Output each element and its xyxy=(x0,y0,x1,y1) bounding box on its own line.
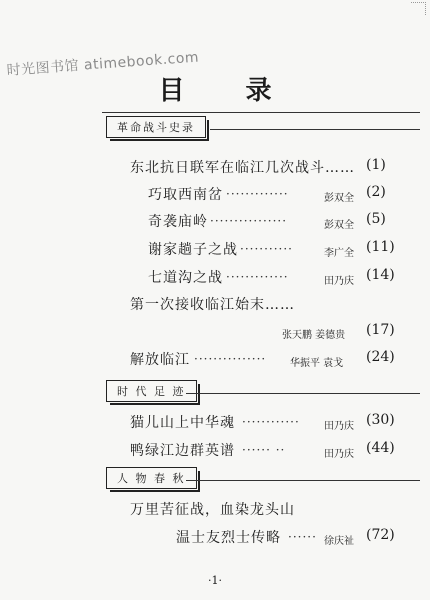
section-label-era: 时 代 足 迹 xyxy=(106,380,197,402)
title-rule xyxy=(102,112,420,113)
toc-entry-author: 彭双全 xyxy=(324,220,354,231)
toc-entry-page: (11) xyxy=(366,239,395,255)
page-title: 目 录 xyxy=(158,76,298,106)
toc-entry-author: 田乃庆 xyxy=(324,421,354,432)
toc-leader-dots: ··········· xyxy=(240,242,293,256)
section-divider xyxy=(210,129,420,130)
toc-entry-page: (14) xyxy=(366,267,395,283)
toc-entry-author: 彭双全 xyxy=(324,193,354,204)
toc-entry-page: (1) xyxy=(366,157,386,173)
toc-entry-title[interactable]: 第一次接收临江始末…… xyxy=(130,297,295,313)
toc-leader-dots: ············· xyxy=(226,187,289,201)
toc-entry-author: 田乃庆 xyxy=(324,449,354,460)
toc-entry-title[interactable]: 七道沟之战 xyxy=(148,270,223,286)
section-divider xyxy=(186,480,420,481)
toc-entry-page: (24) xyxy=(366,349,395,365)
section-label-figures: 人 物 春 秋 xyxy=(106,467,197,489)
toc-leader-dots: ······ xyxy=(288,530,317,544)
toc-entry-title[interactable]: 巧取西南岔 xyxy=(148,187,223,203)
toc-entry-page: (44) xyxy=(366,440,395,456)
toc-entry-title[interactable]: 万里苦征战，血染龙头山 xyxy=(130,502,295,518)
toc-entry-page: (17) xyxy=(366,322,395,338)
toc-entry-author: 李广全 xyxy=(324,248,354,259)
toc-entry-title[interactable]: 谢家趟子之战 xyxy=(148,242,238,258)
toc-entry-title[interactable]: 温士友烈士传略 xyxy=(176,530,281,546)
toc-entry-title[interactable]: 鸭绿江边群英谱 xyxy=(130,443,235,459)
page-corner-mark xyxy=(411,2,426,15)
toc-entry-author: 华振平 袁戈 xyxy=(290,358,344,369)
toc-entry-page: (30) xyxy=(366,412,395,428)
toc-entry-author: 徐庆祉 xyxy=(324,536,354,547)
section-label-revolution: 革命战斗史录 xyxy=(106,116,206,138)
toc-entry-author: 张天鹏 姜德贵 xyxy=(282,330,346,341)
toc-entry-title[interactable]: 东北抗日联军在临江几次战斗…… xyxy=(130,160,355,176)
toc-leader-dots: ··············· xyxy=(194,352,267,366)
toc-leader-dots: ················ xyxy=(210,214,288,228)
section-divider xyxy=(186,393,420,394)
toc-entry-title[interactable]: 奇袭庙岭 xyxy=(148,214,208,230)
toc-entry-author: 田乃庆 xyxy=(324,276,354,287)
watermark: 时光图书馆 atimebook.com xyxy=(6,49,200,79)
toc-entry-title[interactable]: 猫儿山上中华魂 xyxy=(130,415,235,431)
toc-leader-dots: ······ ·· xyxy=(242,443,286,457)
toc-entry-page: (72) xyxy=(366,527,395,543)
toc-entry-title[interactable]: 解放临江 xyxy=(130,352,190,368)
toc-entry-page: (5) xyxy=(366,211,386,227)
page-number: ·1· xyxy=(208,574,222,587)
toc-leader-dots: ············ xyxy=(242,415,300,429)
toc-entry-page: (2) xyxy=(366,184,386,200)
toc-leader-dots: ············· xyxy=(226,270,289,284)
